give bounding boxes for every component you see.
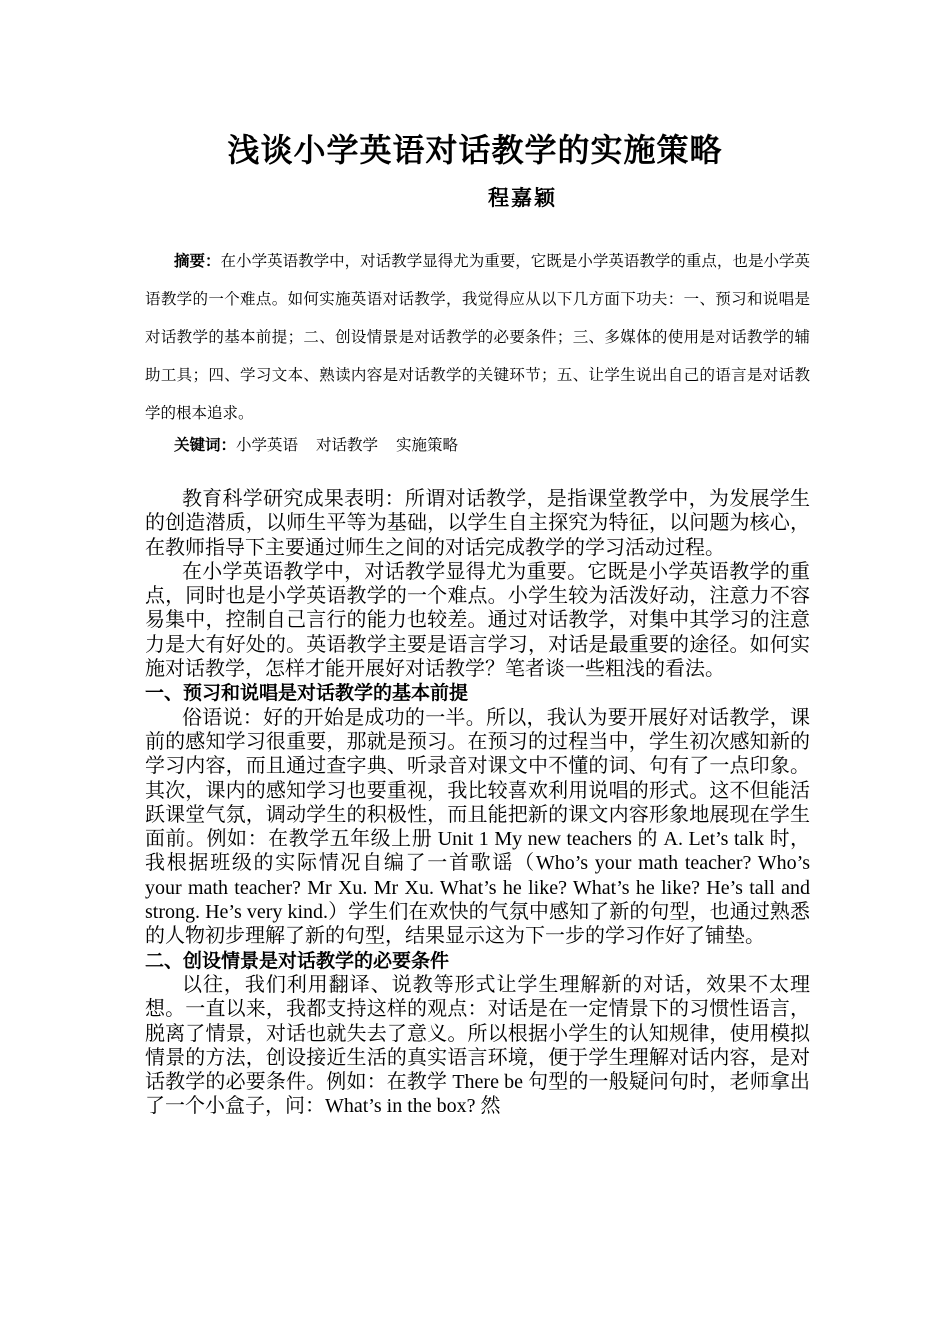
keyword-item: 实施策略 xyxy=(396,436,459,454)
keyword-item: 小学英语 xyxy=(236,436,299,454)
section-heading: 二、创设情景是对话教学的必要条件 xyxy=(145,949,450,972)
abstract-label: 摘要： xyxy=(174,252,221,270)
paragraph: 教育科学研究成果表明：所谓对话教学，是指课堂教学中，为发展学生的创造潜质，以师生平等为基础，以学生自主探究为特征，以问题为核心，在教师指导下主要通过师生之间的对话完成教学的学习活动过程。 xyxy=(145,488,810,559)
author-name: 程嘉颖 xyxy=(488,186,557,210)
keywords-label: 关键词： xyxy=(174,436,237,454)
keyword-item: 对话教学 xyxy=(316,436,379,454)
abstract xyxy=(145,242,810,432)
paragraph: 在小学英语教学中，对话教学显得尤为重要。它既是小学英语教学的重点，同时也是小学英语教学的一个难点。小学生较为活泼好动，注意力不容易集中，控制自己言行的能力也较差。通过对话教学，对集中其学习的注意力是大有好处的。英语教学主要是语言学习，对话是最重要的途径。如何实施对话教学，怎样才能开展好对话教学？笔者谈一些粗浅的看法。 xyxy=(145,560,810,681)
body-text xyxy=(145,487,810,1119)
section-heading: 一、预习和说唱是对话教学的基本前提 xyxy=(145,682,469,705)
paragraph: 以往，我们利用翻译、说教等形式让学生理解新的对话，效果不太理想。一直以来，我都支持这样的观点：对话是在一定情景下的习惯性语言，脱离了情景，对话也就失去了意义。所以根据小学生的认知规律，使用模拟情景的方法，创设接近生活的真实语言环境，便于学生理解对话内容，是对话教学的必要条件。例如：在教学 There be 句型的一般疑问句时，老师拿出了一个小盒子，问：What’s in the box? 然 xyxy=(145,973,810,1118)
paragraph: 俗语说：好的开始是成功的一半。所以，我认为要开展好对话教学，课前的感知学习很重要，那就是预习。在预习的过程当中，学生初次感知新的学习内容，而且通过查字典、听录音对课文中不懂的词、句有了一点印象。其次，课内的感知学习也要重视，我比较喜欢利用说唱的形式。这不但能活跃课堂气氛，调动学生的积极性，而且能把新的课文内容形象地展现在学生面前。例如：在教学五年级上册 Unit 1 My new teachers 的 A. Let’s talk 时，我根据班级的实际情况自编了一首歌谣（Who’s your math teacher? Who’s your math teacher? Mr Xu. Mr Xu. What’s he like? What’s he like? He’s tall and strong. He’s very kind.）学生们在欢快的气氛中感知了新的句型，也通过熟悉的人物初步理解了新的句型，结果显示这为下一步的学习作好了铺垫。 xyxy=(145,706,810,948)
abstract-text: 在小学英语教学中，对话教学显得尤为重要，它既是小学英语教学的重点，也是小学英语教学的一个难点。如何实施英语对话教学，我觉得应从以下几方面下功夫：一、预习和说唱是对话教学的基本前提；二、创设情景是对话教学的必要条件；三、多媒体的使用是对话教学的辅助工具；四、学习文本、熟读内容是对话教学的关键环节；五、让学生说出自己的语言是对话教学的根本追求。 xyxy=(145,252,810,422)
document-title: 浅谈小学英语对话教学的实施策略 xyxy=(227,131,723,169)
keywords xyxy=(145,428,810,462)
